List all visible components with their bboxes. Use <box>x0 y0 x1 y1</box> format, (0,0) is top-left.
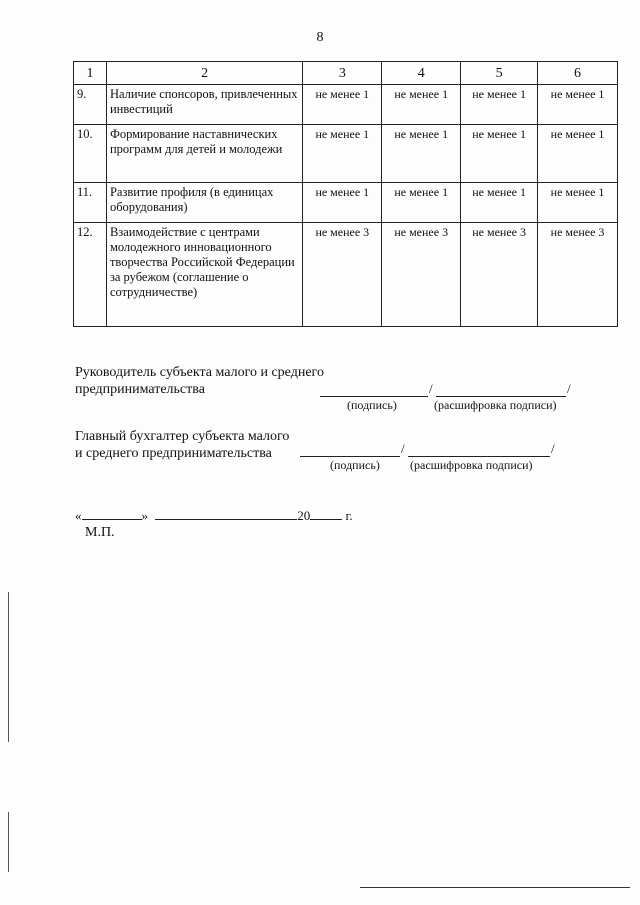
accountant-decode-caption: (расшифровка подписи) <box>410 458 533 472</box>
row-value: не менее 3 <box>461 223 538 327</box>
table-row <box>74 125 618 183</box>
row-value: не менее 1 <box>461 183 538 223</box>
date-open-quote: « <box>75 508 82 523</box>
accountant-title-line1: Главный бухгалтер субъекта малого <box>75 429 290 444</box>
table-row <box>74 85 618 125</box>
header-col-6: 6 <box>538 62 618 85</box>
row-number: 11. <box>74 183 107 223</box>
row-indicator-name: Наличие спонсоров, привлеченных инвестиций <box>106 85 302 125</box>
row-value: не менее 1 <box>382 125 461 183</box>
row-number: 9. <box>74 85 107 125</box>
date-day-blank[interactable] <box>82 519 142 520</box>
date-month-blank[interactable] <box>155 519 297 520</box>
row-value: не менее 1 <box>538 85 618 125</box>
row-value: не менее 1 <box>303 183 382 223</box>
row-value: не менее 1 <box>303 125 382 183</box>
header-col-3: 3 <box>303 62 382 85</box>
head-slash-close: / <box>567 381 571 396</box>
accountant-decode-line[interactable] <box>408 456 550 457</box>
row-value: не менее 1 <box>303 85 382 125</box>
row-value: не менее 3 <box>538 223 618 327</box>
page-number: 8 <box>316 30 324 45</box>
head-signature-caption: (подпись) <box>347 398 397 412</box>
accountant-slash-open: / <box>401 441 405 456</box>
accountant-title-line2: и среднего предпринимательства <box>75 446 272 461</box>
table-row <box>74 183 618 223</box>
header-col-2: 2 <box>106 62 302 85</box>
date-year-suffix: г. <box>345 508 353 523</box>
head-decode-line[interactable] <box>436 396 566 397</box>
head-decode-caption: (расшифровка подписи) <box>434 398 557 412</box>
indicators-table <box>73 61 618 327</box>
row-indicator-name: Взаимодействие с центрами молодежного инновационного творчества Российской Федерации за рубежом (соглашение о сотрудничестве) <box>106 223 302 327</box>
head-slash-open: / <box>429 381 433 396</box>
date-close-quote: » <box>141 508 148 523</box>
date-row <box>75 508 353 524</box>
accountant-slash-close: / <box>551 441 555 456</box>
row-number: 12. <box>74 223 107 327</box>
table-row <box>74 223 618 327</box>
row-value: не менее 3 <box>303 223 382 327</box>
accountant-signature-line[interactable] <box>300 456 400 457</box>
header-col-5: 5 <box>461 62 538 85</box>
accountant-signature-caption: (подпись) <box>330 458 380 472</box>
row-indicator-name: Развитие профиля (в единицах оборудования) <box>106 183 302 223</box>
row-number: 10. <box>74 125 107 183</box>
row-value: не менее 1 <box>461 125 538 183</box>
head-title-line2: предпринимательства <box>75 382 205 397</box>
row-value: не менее 1 <box>538 125 618 183</box>
scan-edge-line <box>8 812 9 872</box>
date-year-blank[interactable] <box>310 519 342 520</box>
header-col-1: 1 <box>74 62 107 85</box>
row-value: не менее 1 <box>382 183 461 223</box>
row-indicator-name: Формирование наставнических программ для детей и молодежи <box>106 125 302 183</box>
row-value: не менее 1 <box>382 85 461 125</box>
scan-edge-line <box>8 592 9 742</box>
header-col-4: 4 <box>382 62 461 85</box>
head-title-line1: Руководитель субъекта малого и среднего <box>75 365 324 380</box>
row-value: не менее 3 <box>382 223 461 327</box>
row-value: не менее 1 <box>461 85 538 125</box>
table-header-row <box>74 62 618 85</box>
head-signature-line[interactable] <box>320 396 428 397</box>
row-value: не менее 1 <box>538 183 618 223</box>
stamp-place-label: М.П. <box>85 525 115 540</box>
date-year-prefix: 20 <box>297 508 311 523</box>
footer-rule <box>360 887 630 888</box>
